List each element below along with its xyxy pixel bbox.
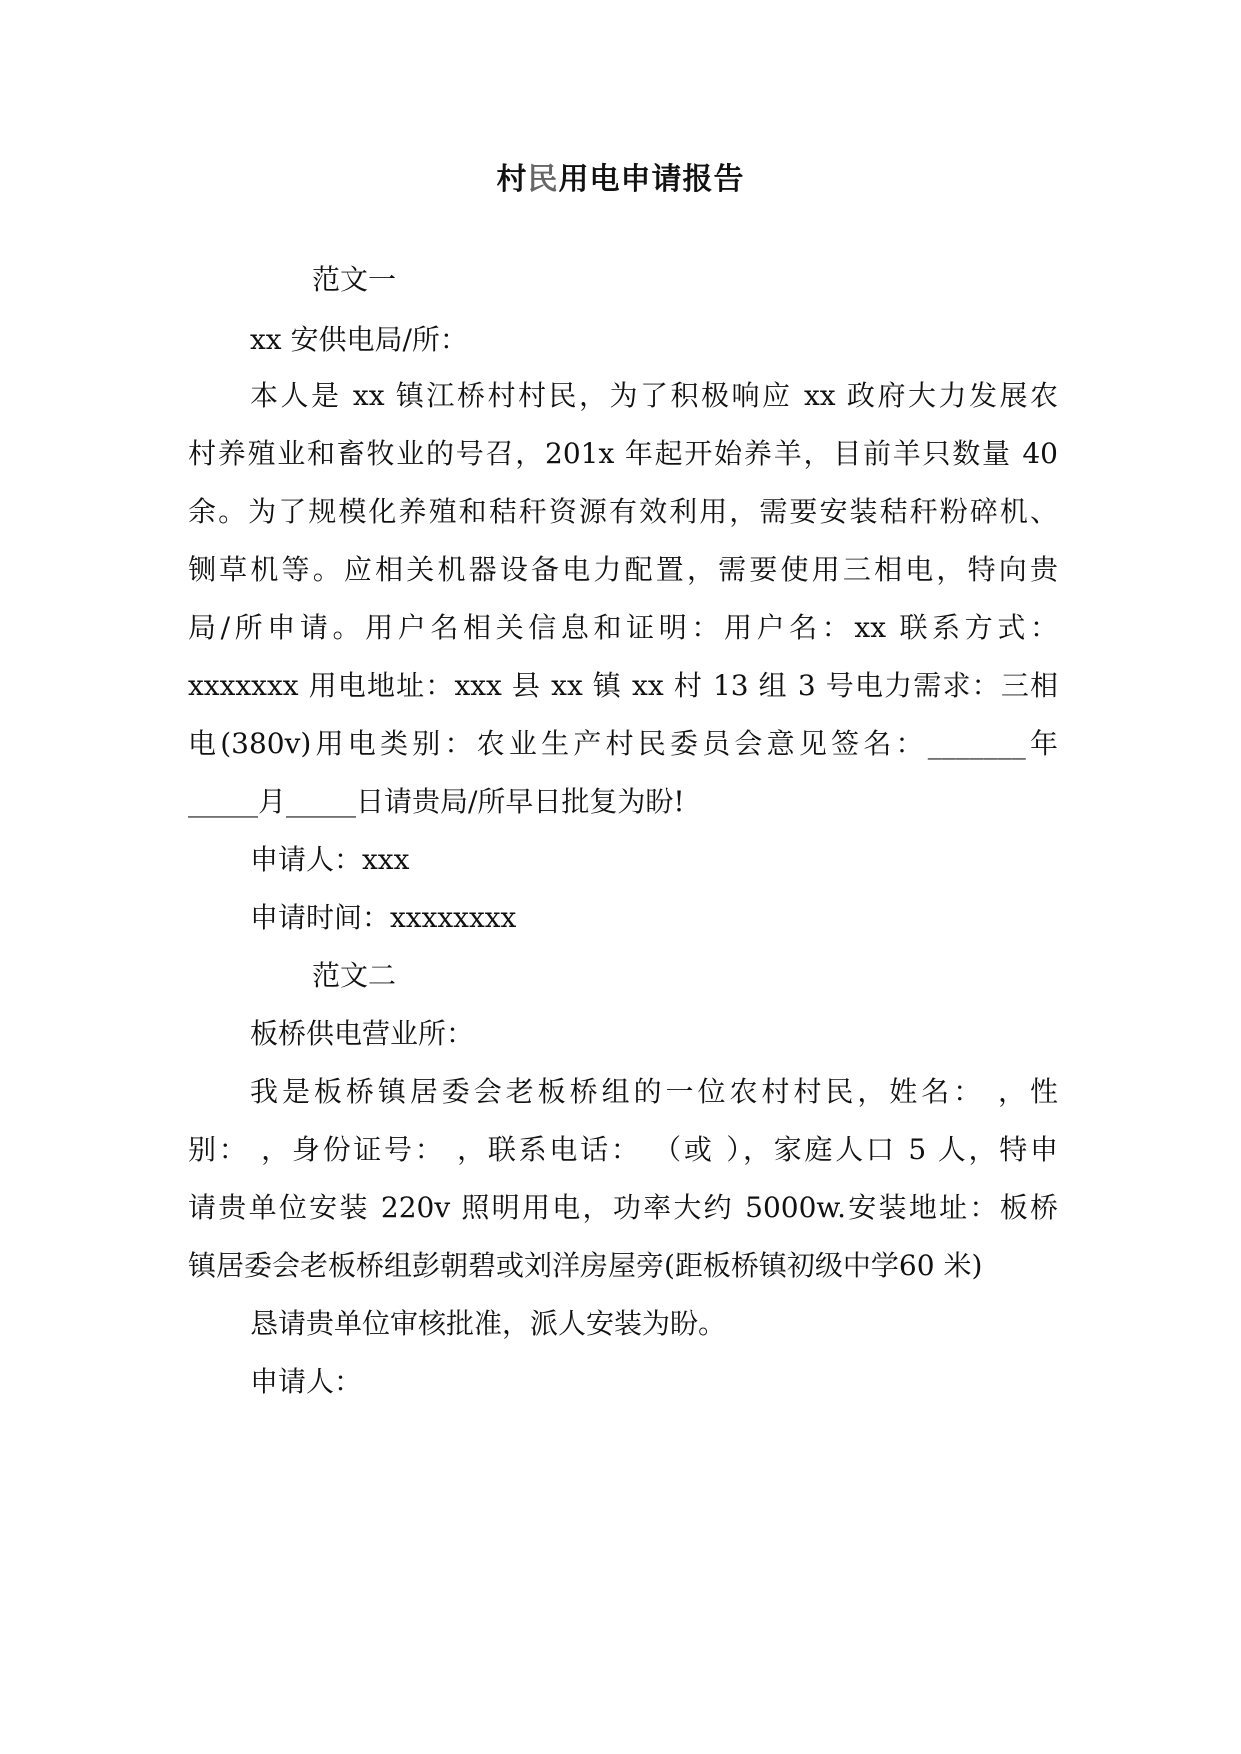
sample1-body-line: _____月_____日请贵局/所早日批复为盼!	[188, 785, 685, 818]
sample1-body-line: 村养殖业和畜牧业的号召，201x 年起开始养羊，目前羊只数量 40	[188, 437, 1058, 470]
sample1-heading: 范文一	[312, 263, 397, 296]
sample1-date: 申请时间：xxxxxxxx	[250, 901, 517, 934]
sample2-body-line: 别： ，身份证号： ，联系电话： （或 ），家庭人口 5 人，特申	[188, 1133, 1058, 1166]
sample1-body-line: 铡草机等。应相关机器设备电力配置，需要使用三相电，特向贵	[188, 553, 1058, 586]
sample1-body-line: 电(380v)用电类别：农业生产村民委员会意见签名：_______年	[188, 727, 1058, 760]
document-title	[0, 160, 1241, 200]
title-suffix: 用电申请报告	[558, 162, 745, 197]
sample1-body-line: xxxxxxx 用电地址：xxx 县 xx 镇 xx 村 13 组 3 号电力需求：三相	[188, 669, 1058, 702]
sample2-addressee: 板桥供电营业所：	[250, 1017, 475, 1050]
title-prefix: 村	[496, 162, 528, 197]
sample1-body-line: 局/所申请。用户名相关信息和证明：用户名：xx 联系方式：	[188, 611, 1058, 644]
sample1-body-line: 本人是 xx 镇江桥村村民，为了积极响应 xx 政府大力发展农	[250, 379, 1058, 412]
sample2-body-line: 镇居委会老板桥组彭朝碧或刘洋房屋旁(距板桥镇初级中学60 米)	[188, 1249, 983, 1282]
sample2-applicant: 申请人：	[250, 1365, 363, 1398]
sample1-body-line: 余。为了规模化养殖和秸秆资源有效利用，需要安装秸秆粉碎机、	[188, 495, 1058, 528]
title-highlighted-char: 民	[527, 162, 559, 197]
sample2-body-line: 我是板桥镇居委会老板桥组的一位农村村民，姓名： ，性	[250, 1075, 1058, 1108]
sample1-addressee: xx 安供电局/所：	[250, 323, 468, 356]
sample2-heading: 范文二	[312, 959, 397, 992]
sample2-body-line: 请贵单位安装 220v 照明用电，功率大约 5000w.安装地址：板桥	[188, 1191, 1058, 1224]
sample2-closing: 恳请贵单位审核批准，派人安装为盼。	[250, 1307, 727, 1340]
sample1-applicant: 申请人：xxx	[250, 843, 410, 876]
